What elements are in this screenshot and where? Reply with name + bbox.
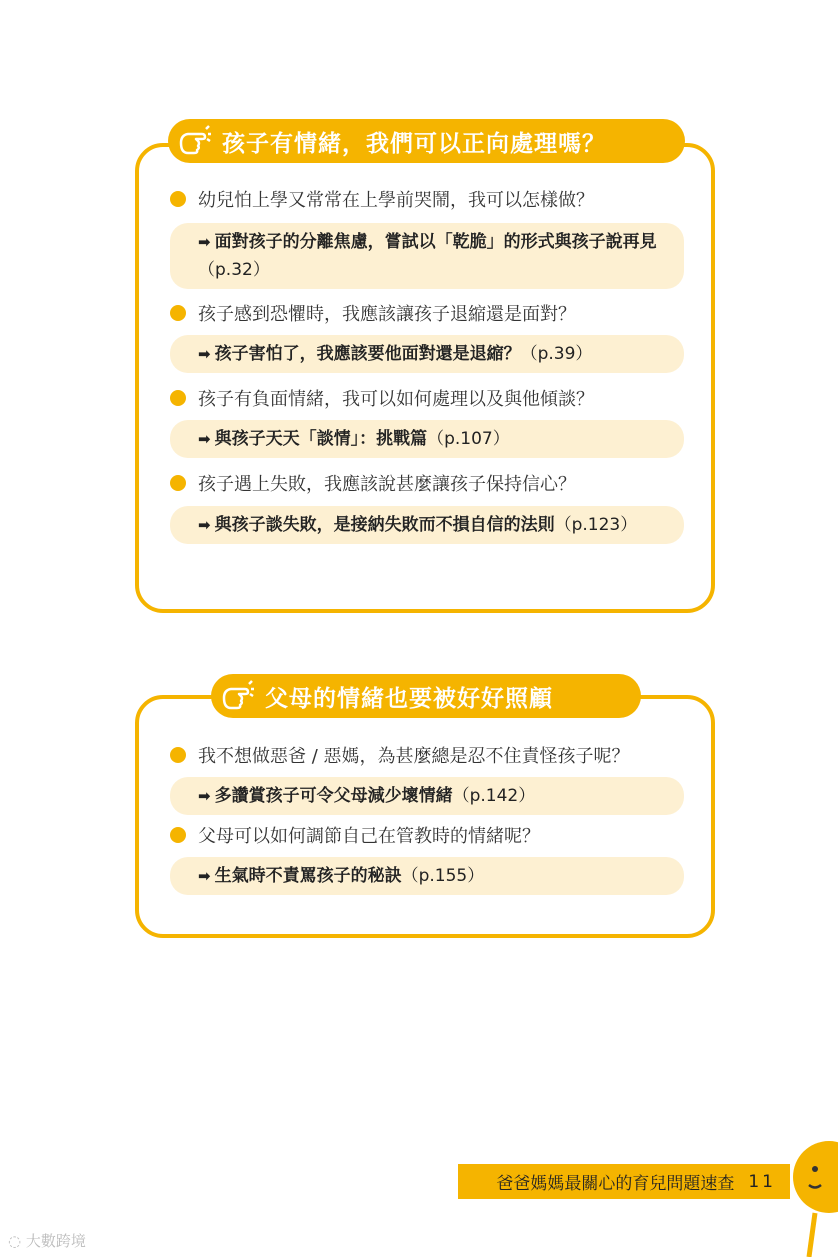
question-3 (170, 385, 594, 411)
arrow-icon: ➡ (198, 867, 211, 885)
pointing-hand-icon (221, 680, 255, 712)
section-title-pill-2 (211, 674, 641, 718)
book-title: 爸爸媽媽最關心的育兒問題速查 (496, 1174, 735, 1194)
question-text: 孩子感到恐懼時，我應該讓孩子退縮還是面對？ (198, 304, 576, 325)
answer-link-1[interactable] (170, 223, 684, 289)
question-text: 我不想做惡爸 / 惡媽，為甚麼總是忍不住責怪孩子呢？ (198, 746, 630, 767)
page-ref: （p.32） (198, 260, 270, 280)
answer-link-5[interactable] (170, 777, 684, 815)
arrow-icon: ➡ (198, 233, 211, 251)
question-2 (170, 300, 576, 326)
bullet-dot-icon (170, 390, 186, 406)
answer-text: 孩子害怕了，我應該要他面對還是退縮？ (214, 344, 521, 364)
bullet-dot-icon (170, 475, 186, 491)
section-title-pill-1 (168, 119, 685, 163)
answer-link-6[interactable] (170, 857, 684, 895)
page-ref: （p.39） (520, 344, 593, 364)
question-text: 孩子遇上失敗，我應該說甚麼讓孩子保持信心？ (198, 474, 576, 495)
section-title-1: 孩子有情緒，我們可以正向處理嗎？ (222, 130, 606, 157)
question-text: 孩子有負面情緒，我可以如何處理以及與他傾談？ (198, 389, 594, 410)
watermark (8, 1230, 86, 1251)
answer-link-2[interactable] (170, 335, 684, 373)
page-ref: （p.142） (452, 786, 536, 806)
arrow-icon: ➡ (198, 430, 211, 448)
question-5 (170, 742, 630, 768)
question-text: 幼兒怕上學又常常在上學前哭鬧，我可以怎樣做？ (198, 190, 594, 211)
pointing-hand-icon (178, 125, 212, 157)
question-4 (170, 470, 576, 496)
section-title-2: 父母的情緒也要被好好照顧 (265, 685, 553, 712)
question-text: 父母可以如何調節自己在管教時的情緒呢？ (198, 826, 540, 847)
bullet-dot-icon (170, 191, 186, 207)
answer-text: 生氣時不責罵孩子的秘訣 (214, 866, 402, 886)
answer-text: 面對孩子的分離焦慮，嘗試以「乾脆」的形式與孩子說再見 (214, 232, 657, 252)
mascot-icon (785, 1135, 838, 1257)
bullet-dot-icon (170, 827, 186, 843)
arrow-icon: ➡ (198, 516, 211, 534)
section-box-2 (135, 695, 715, 938)
bullet-dot-icon (170, 747, 186, 763)
arrow-icon: ➡ (198, 787, 211, 805)
bullet-dot-icon (170, 305, 186, 321)
answer-link-3[interactable] (170, 420, 684, 458)
page-ref: （p.123） (554, 515, 638, 535)
answer-text: 多讚賞孩子可令父母減少壞情緒 (214, 786, 453, 806)
watermark-text: 大數跨境 (25, 1232, 86, 1250)
arrow-icon: ➡ (198, 345, 211, 363)
page-ref: （p.155） (401, 866, 485, 886)
watermark-logo-icon: ◌ (8, 1232, 26, 1250)
page-number: 11 (748, 1171, 776, 1192)
answer-text: 與孩子談失敗，是接納失敗而不損自信的法則 (214, 515, 555, 535)
question-6 (170, 822, 540, 848)
answer-text: 與孩子天天「談情」：挑戰篇 (214, 429, 428, 449)
answer-link-4[interactable] (170, 506, 684, 544)
question-1 (170, 186, 594, 212)
footer-bar (458, 1164, 790, 1199)
page-ref: （p.107） (427, 429, 510, 449)
